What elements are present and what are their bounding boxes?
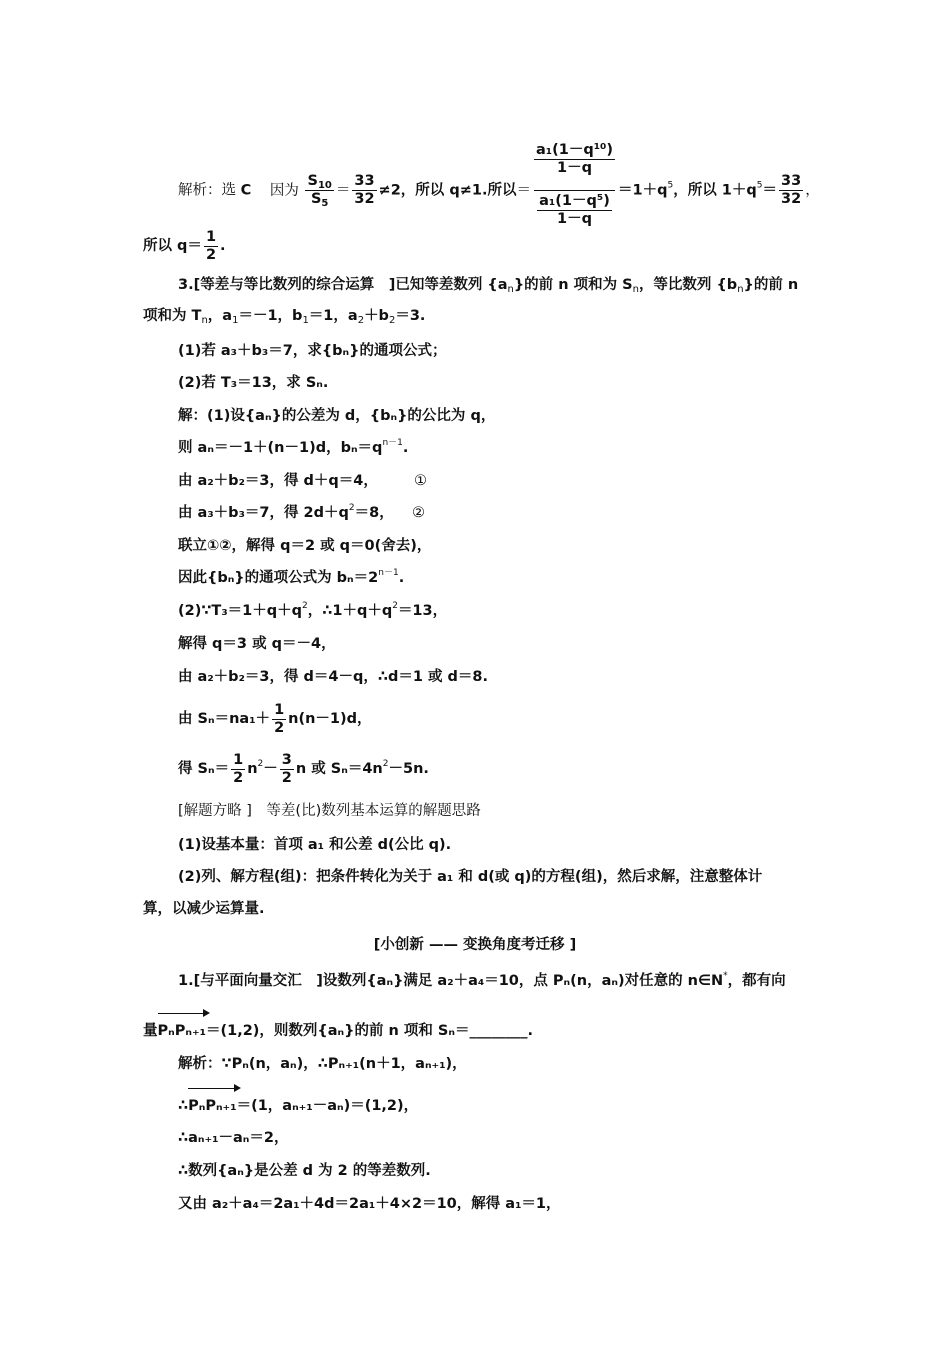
ratio-fraction: $\frac{S_{10}}{S_5}$ [307,173,332,209]
problem-1-line-2: 量 PₙPₙ₊₁＝(1,2)，则数列{aₙ}的前 n 项和 Sₙ＝________. [143,1021,533,1041]
half-fraction: $\frac{1}{2}$ [274,701,285,736]
text-line: 解得 q＝3 或 q＝－4， [178,636,336,652]
solution-line-1: 解析：选 C 因为 $\frac{S_{10}}{S_5}$ ＝ $\frac{33}{32}$ ≠2，所以 q≠1.所以＝ $\frac{\frac{\text{a₁(1－q¹⁰)}}{1-q}}{\frac{\text{a₁(1－q⁵)}}{1-q}}$ $=1+q^5$，所以 $1+q^5=$ $\frac{33}{32}$ ， [178,142,820,239]
text-line: 由 a₂＋b₂＝3，得 d＋q＝4， [178,473,378,489]
vector-pn-pn1: PₙPₙ₊₁ [188,1096,236,1116]
problem-3-heading: 3.[等差与等比数列的综合运算 ]已知等差数列 $\{a_n\}$的前 n 项和为 $S_n$，等比数列 $\{b_n\}$的前 n [178,277,799,295]
problem-1-heading: 1.[与平面向量交汇 ]设数列{aₙ}满足 a₂＋a₄＝10，点 Pₙ(n，aₙ)对任意的 n∈N*，都有向 [178,971,786,989]
text-line: $(2)\because T_3=1+q+q^2$，$\therefore 1+q+q^2=13$， [178,601,448,619]
value-fraction-2: $\frac{33}{32}$ [781,173,802,207]
solution-prefix: 解析：选 [178,182,241,199]
problem-3-line-2: 项和为 $T_n$，$a_1=-1$，$b_1=1$，$a_2+b_2=3$. [143,308,426,326]
vector-pn-pn1: PₙPₙ₊₁ [158,1021,206,1041]
neq-text: ≠2，所以 q≠1.所以 [378,182,517,199]
text-line: 由 a₃＋b₃＝7，得 $2d+q^2=8$， [178,503,394,521]
text-line: 由 a₂＋b₂＝3，得 d＝4－q，∴d＝1 或 d＝8. [178,669,489,685]
text-line: 算，以减少运算量. [143,901,265,917]
text-line: 解：(1)设{aₙ}的公差为 d，{bₙ}的公比为 q， [178,408,496,424]
text-line: (2)列、解方程(组)：把条件转化为关于 a₁ 和 d(或 q)的方程(组)，然后求解，注意整体计 [178,869,763,885]
marker-2: ② [412,505,425,521]
text-line: 则 aₙ＝－1＋(n－1)d，$b_n=q^{n-1}$. [178,438,409,456]
three-half-fraction: $\frac{3}{2}$ [281,751,292,786]
sum-formula-line: 由 Sₙ＝na₁＋ $\frac{1}{2}$ n(n－1)d， [178,701,372,736]
text-line: ∴数列{aₙ}是公差 d 为 2 的等差数列. [178,1163,431,1179]
solution-line-2: 所以 q＝ $\frac{1}{2}$ . [143,228,226,263]
value-fraction: $\frac{33}{32}$ [354,173,375,207]
section-heading: [小创新 —— 变换角度考迁移 ] [373,937,577,953]
text-line: (1)若 a₃＋b₃＝7，求{bₙ}的通项公式； [178,343,447,359]
half-fraction: $\frac{1}{2}$ [233,751,244,786]
marker-1: ① [414,473,427,489]
vector-arrow-icon [158,1008,210,1018]
sum-result-line: 得 Sₙ＝ $\frac{1}{2}$ $n^2-$ $\frac{3}{2}$ n 或 $S_n=4n^2-5n$. [178,751,429,786]
text-line: (2)若 T₃＝13，求 Sₙ. [178,375,329,391]
text-line: 解析：∵Pₙ(n，aₙ)，∴Pₙ₊₁(n＋1，aₙ₊₁)， [178,1056,467,1072]
vector-arrow-icon [188,1083,240,1093]
text-line: 因此{bₙ}的通项公式为 $b_n=2^{n-1}$. [178,568,405,586]
complex-fraction: $\frac{\frac{\text{a₁(1－q¹⁰)}}{1-q}}{\frac{\text{a₁(1－q⁵)}}{1-q}}$ [535,142,614,227]
text-line: ∴aₙ₊₁－aₙ＝2， [178,1130,289,1146]
method-heading: [解题方略 ] 等差(比)数列基本运算的解题思路 [178,803,481,819]
text-line: 联立①②，解得 q＝2 或 q＝0(舍去)， [178,538,432,554]
half-fraction: $\frac{1}{2}$ [205,228,217,263]
text-line: 又由 a₂＋a₄＝2a₁＋4d＝2a₁＋4×2＝10，解得 a₁＝1， [178,1196,561,1212]
text-line: ∴ PₙPₙ₊₁＝(1，aₙ₊₁－aₙ)＝(1,2)， [178,1096,418,1116]
text-line: (1)设基本量：首项 a₁ 和公差 d(公比 q). [178,837,452,853]
because-text: 因为 [269,182,299,199]
answer-choice: C [240,182,252,199]
